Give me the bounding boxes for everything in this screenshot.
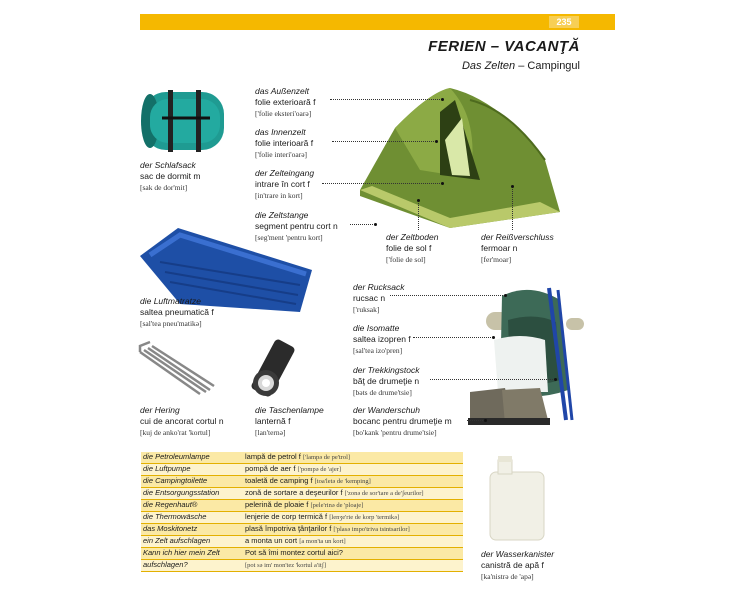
label-trekkingstock: der Trekkingstock băţ de drumeţie n [bəts de drume'tsie]: [353, 365, 420, 397]
leader-dot: [374, 223, 377, 226]
leader-rucksack: [390, 295, 505, 296]
table-row: Kann ich hier mein Zelt Pot să îmi montez cortul aici?: [141, 548, 463, 560]
page-number: 235: [549, 16, 579, 28]
label-zeltboden: der Zeltboden folie de sol f ['folie de sol]: [386, 232, 439, 264]
leader-zeltstange: [350, 224, 375, 225]
table-row: die Luftpumpe pompă de aer f ['pompə de 'ajer]: [141, 464, 463, 476]
section-title: FREIZEIT – TIMP LIBER: [552, 2, 663, 11]
leader-dot: [511, 185, 514, 188]
table-row: das Moskitonetz plasă împotriva ţânţarilor f ['plasə impo'triva tsintsarilor]: [141, 524, 463, 536]
table-row: die Regenhaut® pelerină de ploaie f [pele'rinə de 'ploaje]: [141, 500, 463, 512]
label-schlafsack: der Schlafsack sac de dormit m [sak de dor'mit]: [140, 160, 201, 192]
table-row: ein Zelt aufschlagen a monta un cort [a mon'ta un kort]: [141, 536, 463, 548]
leader-dot: [441, 98, 444, 101]
table-row: die Campingtoilette toaletă de camping f [toa'letə de 'kemping]: [141, 476, 463, 488]
leader-dot: [492, 336, 495, 339]
leader-isomatte: [413, 337, 493, 338]
label-isomatte: die Isomatte saltea izopren f [sal'tea izo'pren]: [353, 323, 411, 355]
vocabulary-table: [141, 452, 463, 572]
leader-innenzelt: [332, 141, 436, 142]
label-wasserkanister: der Wasserkanister canistră de apă f [ka'nistrə de 'apə]: [481, 549, 555, 581]
leader-aussenzelt: [330, 99, 442, 100]
label-aussenzelt: das Außenzelt folie exterioară f ['folie eksteri'oarə]: [255, 86, 316, 118]
label-taschenlampe: die Taschenlampe lanternă f [lan'ternə]: [255, 405, 324, 437]
sleeping-bag-image: [141, 90, 224, 152]
leader-zeltboden: [418, 200, 419, 230]
table-row: die Entsorgungsstation zonă de sortare a deşeurilor f ['zonə de sor'tare a de'ʃeurilor]: [141, 488, 463, 500]
leader-dot: [417, 199, 420, 202]
flashlight-image: [250, 338, 296, 398]
label-luftmatratze: die Luftmatratze saltea pneumatică f [sal'tea pneu'matikə]: [140, 296, 214, 328]
label-reissverschluss: der Reißverschluss fermoar n [fer'moar]: [481, 232, 554, 264]
leader-dot: [435, 140, 438, 143]
table-row: die Petroleumlampe lampă de petrol f ['lampə de pe'trol]: [141, 452, 463, 464]
leader-dot: [484, 419, 487, 422]
label-hering: der Hering cui de ancorat cortul n [kuj de anko'rat 'kortul]: [140, 405, 224, 437]
table-row: aufschlagen? [pot sə im' mon'tez 'kortul a'itʃ]: [141, 560, 463, 572]
leader-dot: [554, 378, 557, 381]
leader-trekkingstock: [430, 379, 555, 380]
leader-zelteingang: [322, 183, 442, 184]
label-zelteingang: der Zelteingang intrare în cort f [in'trare in kort]: [255, 168, 315, 200]
tent-pegs-image: [140, 342, 214, 394]
leader-dot: [441, 182, 444, 185]
page-title: FERIEN – VACANŢĂ: [428, 38, 580, 55]
water-canister-image: [490, 456, 544, 540]
table-row: die Thermowäsche lenjerie de corp termică f [lenʒe'rie de korp 'termikə]: [141, 512, 463, 524]
label-innenzelt: das Innenzelt folie interioară f ['folie interi'oarə]: [255, 127, 314, 159]
leader-wanderschuh: [467, 420, 485, 421]
page-subtitle: Das Zelten – Campingul: [461, 60, 580, 72]
tent-image: [360, 88, 560, 228]
leader-reissverschluss: [512, 186, 513, 230]
label-zeltstange: die Zeltstange segment pentru cort n [seg'ment 'pentru kort]: [255, 210, 338, 242]
label-rucksack: der Rucksack rucsac n ['ruksak]: [353, 282, 405, 314]
label-wanderschuh: der Wanderschuh bocanc pentru drumeţie m [bo'kank 'pentru drume'tsie]: [353, 405, 452, 437]
leader-dot: [504, 294, 507, 297]
